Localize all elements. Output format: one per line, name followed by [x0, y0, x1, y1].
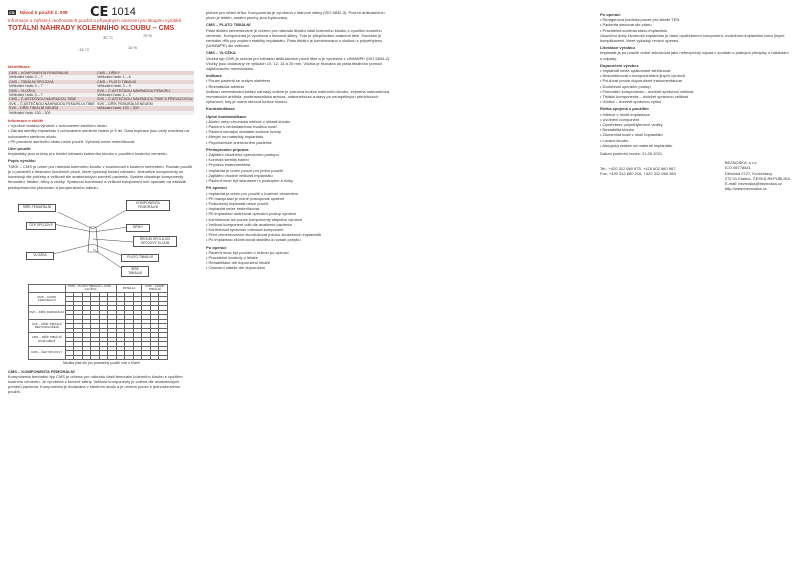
section-heading: Po operaci	[600, 12, 621, 17]
list-item: • Revmatická artritida	[206, 84, 392, 89]
list-item: • Psychiatrické onemocnění pacienta	[206, 140, 392, 145]
list-item: • Velikost komponent volit dle anatomie pacienta	[206, 222, 392, 227]
table-cell	[96, 111, 194, 115]
notified-body-number: 1014	[111, 6, 136, 18]
table-cell: CMS – KOMPONENTA FEMORÁLNÍ	[8, 71, 96, 75]
list-item: • Uvolnění komponent	[600, 117, 790, 122]
section-heading: Účel použití	[8, 146, 31, 152]
page-title: TOTÁLNÍ NÁHRADY KOLENNÍHO KLOUBU – CMS	[8, 24, 175, 32]
label-box: DŘÍKY	[126, 224, 150, 232]
list-item: • Pouze pacienti se zralým skeletem	[206, 78, 392, 83]
row-label: CMS – KOMP. FEMORÁLNÍ	[29, 292, 66, 306]
table-cell	[91, 355, 100, 360]
section-heading: CMS – KOMPONENTA FEMORÁLNÍ	[8, 368, 75, 374]
row-label: CMS – ČEP SPOJOVÝ	[29, 346, 66, 360]
section-heading: Doporučení výrobce	[600, 62, 639, 68]
list-item: • Implantát je určen pouze pro jedno použití	[206, 168, 392, 173]
list-item: • Luxace kloubu	[600, 138, 790, 143]
section-heading: CMS – VLOŽKA	[206, 50, 236, 56]
storage-temperature-symbol	[8, 33, 194, 61]
list-item: • Kontrolovat správnou orientaci komponent	[206, 227, 392, 232]
paragraph: TNKK – CMS je určen pro náhradu kolenního kloubu v součinnosti s kostním cementem. Rozsah použití je u pacientů s destrukcí kloubních ploch, které vyžadují totální náhradu. Jednotlivé komponenty se kombinují dle potřeby a velikosti dle anatomických poměrů pacienta. Systém obsahuje komponenty femorální, tibiální, dříky a vložky. Správnou kombinaci a velikost komponent určí operatér na základě předoperačního plánování a peroperačního nálezu.	[8, 163, 193, 190]
table-header-cell: PATELLA	[116, 284, 142, 292]
postoperative-list	[206, 250, 392, 271]
list-item: • Používat pouze doporučené instrumentárium	[600, 78, 790, 83]
list-item: • Pravidelná kontrola stavu implantátu	[600, 28, 790, 33]
label-box: VLOŽKA	[26, 252, 54, 260]
table-cell: CMS – TIBIÁLNÍ SPOJOVÁ	[8, 80, 96, 84]
company-name: BEZNOSKA, s.r.o.	[724, 160, 758, 166]
list-item: • Alergie na materiály implantátu	[206, 134, 392, 139]
component-diagram	[8, 194, 194, 280]
list-item: • Pacient musí být poučen o režimu po operaci	[206, 250, 392, 255]
table-cell: Velikostní řada: 3 – 9	[96, 84, 194, 88]
ce-marking	[90, 5, 136, 20]
list-item: • Kontrola sterility balení	[206, 157, 392, 162]
table-header-cell: CMS – PLATO TIBIÁLNÍ + CMS – VLOŽKA	[65, 284, 116, 292]
manufacturer-address	[600, 160, 790, 191]
section-heading: Při operaci	[206, 185, 227, 191]
operation-list	[206, 191, 392, 243]
table-cell: CMS – DŘÍKY	[96, 71, 194, 75]
paragraph: ploben pro vrtání dříku. Komponenta je vyrobena z titanové slitiny (ISO 5832-3). Povrch artikulačních ploch je leštěn, ostatní plochy jsou tryskovány.	[206, 10, 385, 21]
list-item: • Opotřebení polyethylenové vložky	[600, 122, 790, 127]
temp-label: -15 °C	[78, 46, 90, 52]
table-cell	[142, 355, 151, 360]
fax: Fax: +420 312 660 216, +420 312 660 384	[600, 171, 676, 177]
label-box: ŠIŘE FEMURÁLNÍ	[18, 204, 56, 212]
list-item: • Implantát nelze opakovaně sterilizovat	[600, 68, 790, 73]
paragraph: Implantáty jsou určeny pro totální náhradu kolenního kloubu u pouštění kostního cementu.	[8, 151, 168, 157]
table-cell: SVK – DŘÍK TIBIÁLNÍ NEUEM	[8, 106, 96, 110]
list-item: • Dodržovat operační postup	[600, 84, 790, 89]
list-item: • Kombinovat lze pouze komponenty stejného výrobce	[206, 217, 392, 222]
table-cell	[116, 355, 125, 360]
list-item: • Zlomenina kosti v okolí implantátu	[600, 132, 790, 137]
list-item: • Před cementováním zkontrolovat polohu zkušebních implantátů	[206, 232, 392, 237]
table-cell: Velikostní řada: 1 – 8	[96, 75, 194, 79]
list	[600, 112, 790, 148]
table-cell	[159, 355, 168, 360]
paragraph: Implantát je po použití nutné zlikvidovat jako nebezpečný odpad v souladu s platnými předpisy o nakládání s odpady.	[600, 50, 789, 61]
email: E-mail: beznoska@beznoska.cz	[724, 181, 782, 187]
paragraph: Vložka typ CMS je určena pro náhradu artikulačních ploch tibie a je vyrobena z UHMWPE (ISO 5834-2). Vložky jsou dodávány ve výškách 10, 12, 14 a 20 mm. Vložka je fixována do plata tibiálního pomocí zajišťovacího mechanismu.	[206, 55, 391, 72]
list-item: • Pacienta sledovat dle plánu	[600, 22, 790, 27]
list-item: • Rentgenová kontrola pouze pro lékaře TEN	[600, 17, 790, 22]
language-badge: CS	[9, 10, 15, 15]
list-item: • Alergická reakce na materiál implantátu	[600, 143, 790, 148]
list-item: • Tibiální komponenta – dodržet správnou velikost	[600, 94, 790, 99]
list-item: • Při manipulaci je nutné postupovat opatrně	[206, 196, 392, 201]
list-item: • Vložka – dodržet správnou výšku	[600, 99, 790, 104]
table-cell	[82, 355, 91, 360]
info-list	[8, 123, 194, 144]
company-block	[725, 160, 790, 191]
manual-number: Návod k použití č. 008	[19, 10, 68, 15]
column-3	[600, 10, 790, 192]
table-cell: CMS – Č.ÁSTEČNOU NÁHRADOU TIBIE	[8, 97, 96, 101]
label-box: ČEP SPOJOVÝ	[26, 222, 56, 230]
list-item: • Implantát je určen pro použití s kostním cementem	[206, 191, 392, 196]
paragraph: Indikací cementování totální náhrady kolene je porucha funkce kolenního kloubu, zejména osteoartróza, revmatoidní artritida, posttraumatická artróza, osteonekróza a stavy po neúspěšných předchozích výkonech, kdy je nutná obnova funkce kloubu.	[206, 88, 391, 105]
list-item: • Zajištění vhodné velikosti implantátu	[206, 173, 392, 178]
table-cell	[125, 355, 134, 360]
section-heading: Kontraindikace	[206, 106, 235, 112]
section-heading: Identifikace	[8, 63, 31, 69]
table-cell: Velikostní řada: 3 – 7	[8, 93, 96, 97]
table-cell: CMS – PLATO TIBIÁLNÍ	[96, 80, 194, 84]
humidity-label: 70 %	[143, 32, 153, 38]
table-row	[8, 111, 194, 115]
phone: Tel.: +420 312 660 875, +420 602 660 567	[600, 166, 676, 172]
list-item: • Infekce v místě implantace	[600, 112, 790, 117]
company-line: Dělnická 2727, Kročehlavy	[724, 170, 773, 176]
table-cell: Velikostní řada: 0 – 7	[8, 75, 96, 79]
section-heading: Po operaci	[206, 244, 227, 250]
website: http://www.beznoska.cz	[724, 186, 767, 192]
table-header-row	[29, 284, 168, 292]
table-header-cell: CMS – KOMP. TIBIÁLNÍ	[142, 284, 168, 292]
list-item: • Poškozený implantát nelze použít	[206, 201, 392, 206]
table-caption: Tabulka platí dle pro pravidelný použití více s čůzeli	[62, 361, 140, 366]
row-label: CMS – DŘÍK TIBIÁLNÍ ROZLOŽENÍ	[29, 333, 66, 347]
list	[600, 17, 790, 33]
list-item: • Záruka sterility implantátu v uchovaném sterilním balení je 5 let. Data expirace jsou vždy uvedena na uchovaném sterilním obalu.	[8, 128, 194, 138]
list-item: • Pacient nemající dostatek svalové hmoty	[206, 129, 392, 134]
table-cell: Velikostní řada: 1 – 3	[96, 93, 194, 97]
address-block	[600, 160, 676, 191]
list-item: • Zajištění vhodného operačního postupu	[206, 152, 392, 157]
list-item: • Femorální komponenta – dodržet správnou velikost	[600, 89, 790, 94]
list-item: • Nekombinovat s komponentami jiných výrobců	[600, 73, 790, 78]
list-item: • Výrobce dodává výrobek v uchovaném sterilním obalu.	[8, 123, 194, 128]
list-item: • Při implantaci dodržovat operační postup výrobce	[206, 211, 392, 216]
table-cell: Velikostní řada: 0 – 7	[8, 84, 96, 88]
column-1	[8, 5, 194, 396]
table-cell	[29, 284, 66, 292]
identification-table	[8, 71, 194, 115]
section-heading: Indikace	[206, 73, 223, 79]
section-heading: Předoperační příprava	[206, 146, 249, 152]
list-item: • Pacient s nedostatečnou kvalitou kostí	[206, 124, 392, 129]
label-box: PLATO TIBIÁLNÍ	[121, 254, 159, 262]
section-heading: Likvidace výrobku	[600, 45, 635, 51]
combination-table	[28, 284, 168, 361]
table-cell: SVK – Č.ÁSTEČNOU NÁHRADOU TIBIE S PŘEVAZOVOU	[97, 97, 193, 102]
table-cell	[133, 355, 142, 360]
column-2	[206, 10, 392, 271]
label-box: ŠROUB SPOLUJÍCÍ SPOJOVÝ KLOUB	[133, 236, 177, 248]
table-cell	[150, 355, 159, 360]
table-cell: Velikostní řada: 100 – 300	[96, 106, 194, 110]
table-cell: SVK – Č.ÁSTEČNOU NÁHRADOU FEMURU	[96, 89, 194, 93]
table-cell	[99, 355, 108, 360]
list-item: • Akutní nebo chronická infekce v oblasti kloubu	[206, 119, 392, 124]
table-cell	[108, 355, 117, 360]
table-cell: SVK – DŘÍK FEMURÁLNÍ NEUEM	[96, 102, 194, 106]
section-heading: CMS – PLATO TIBIÁLNÍ	[206, 22, 251, 28]
list-item: • Rehabilitace dle doporučení lékaře	[206, 260, 392, 265]
section-heading: Popis výrobku	[8, 158, 36, 164]
row-label: SVK – DŘÍK FEMURÁLNÍ	[29, 306, 66, 320]
indication-list	[206, 78, 392, 88]
revision-date: Datum poslední revize: 21.05.2021	[600, 151, 663, 157]
list-item: • Po implantaci zkontrolovat stabilitu a rozsah pohybu	[206, 237, 392, 242]
company-line: ICO 45778641	[724, 165, 751, 171]
list-item: • Pacient musí být seznámen s postupem a riziky	[206, 178, 392, 183]
humidity-label: 10 %	[128, 44, 138, 50]
list-item: • Nestabilita kloubu	[600, 127, 790, 132]
table-cell: SVK – Č.ÁSTEČNOU NÁHRADOU FEMURU A TIBIE	[9, 101, 95, 106]
preparation-list	[206, 152, 392, 183]
paragraph: Ukončení doby životnosti implantátu je dáno opotřebením komponent, uvolněním implantátu nebo jinými komplikacemi, které vyžadují revizní operaci.	[600, 32, 785, 44]
ce-logo: CE	[90, 5, 109, 20]
table-cell: Velikostní řada: 100 – 300	[8, 111, 96, 115]
table-cell	[65, 355, 74, 360]
label-box: KOMPONENTA FEMORÁLNÍ	[126, 200, 170, 212]
temp-label: 30 °C	[103, 34, 114, 40]
paragraph: Komponenta femorální typ CMS je určena pro náhradu části femorální kolenního kloubu s využitím kostního cementu. Je vyrobena z kovové slitiny. Velikost komponenty je volena dle anatomických poměrů pacienta. Komponenta je dodávána v sterilním obalu a je určena pouze k jednorázovému použití.	[8, 373, 183, 395]
table-cell: CMS – VLOŽKA	[8, 89, 96, 93]
company-line: 272 01 Kladno, ČESKÁ REPUBLIKA	[724, 175, 790, 181]
subsection-heading: Úplné kontraindikace	[206, 113, 247, 119]
list-item: • Implantát nelze resterilizovat	[206, 206, 392, 211]
paragraph: Plato tibiální cementované je určeno pro náhradu tibiální části kolenního kloubu s využitím kostního cementu. Komponenta je vyrobena z titanové slitiny. Tvar je přizpůsoben anatomii tibie. Součástí je centrální dřík pro zvýšení stability implantátu. Plato tibiální je kombinováno s vložkou z polyethylenu (UHMWPE) dle velikosti.	[206, 27, 383, 49]
table-cell	[74, 355, 83, 360]
list-item: • Pravidelné kontroly u lékaře	[206, 255, 392, 260]
contraindication-list	[206, 119, 392, 145]
section-heading: Informace o ztělitě	[8, 118, 44, 124]
list-item: • Při porušení sterilního obalu nelze použít. Výrobek nelze resterilizovat.	[8, 139, 194, 144]
row-label: SVK – DŘÍK TIBIÁLNÍ BEZ ROZLOŽENÍ	[29, 319, 66, 333]
list	[600, 68, 790, 104]
section-heading: Rizika spojená s použitím	[600, 106, 649, 112]
list-item: • Omezení zátěže dle doporučení	[206, 265, 392, 270]
list-item: • Příprava instrumentária	[206, 162, 392, 167]
label-box: ŠIŘE TIBIÁLNÍ	[121, 266, 149, 278]
intro-text: Informace o zařízení, možnostech použití a případných omezení pro skupinu výrobků	[8, 18, 182, 24]
